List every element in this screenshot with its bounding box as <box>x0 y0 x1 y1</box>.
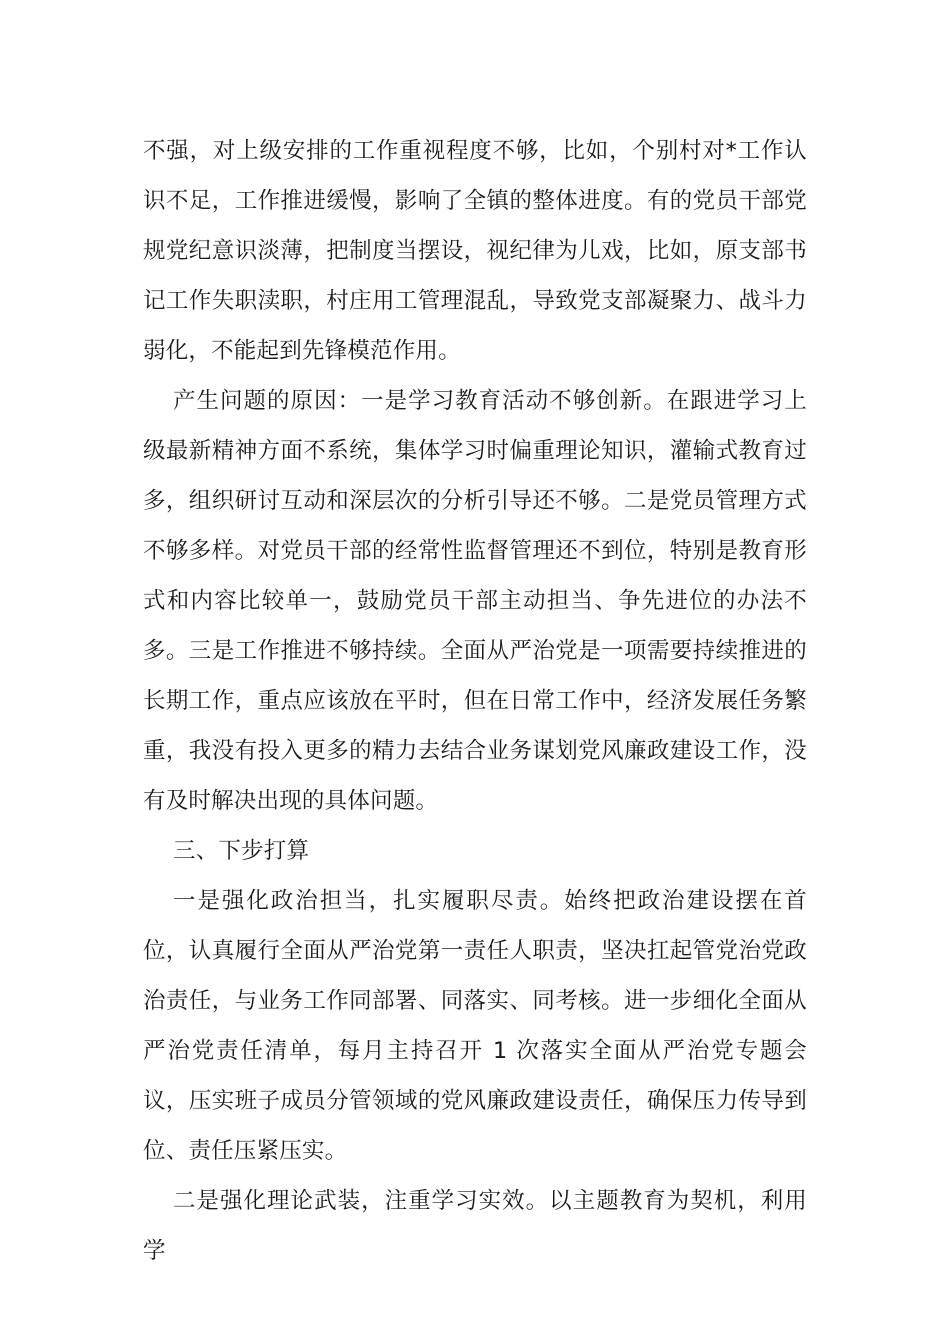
paragraph-continued: 不强，对上级安排的工作重视程度不够，比如，个别村对*工作认识不足，工作推进缓慢，影响了全镇的整体进度。有的党员干部党规党纪意识淡薄，把制度当摆设，视纪律为儿戏，比如，原支部书记工作失职渎职，村庄用工管理混乱，导致党支部凝聚力、战斗力弱化，不能起到先锋模范作用。 <box>143 138 807 364</box>
document-body <box>143 126 807 1276</box>
section-heading: 三、下步打算 <box>173 838 310 864</box>
paragraph-plan-one: 一是强化政治担当，扎实履职尽责。始终把政治建设摆在首位，认真履行全面从严治党第一责任人职责，坚决扛起管党治党政治责任，与业务工作同部署、同落实、同考核。进一步细化全面从严治党责任清单，每月主持召开 1 次落实全面从严治党专题会议，压实班子成员分管领域的党风廉政建设责任，确保压力传导到位、责任压紧压实。 <box>143 888 807 1164</box>
paragraph-causes: 产生问题的原因：一是学习教育活动不够创新。在跟进学习上级最新精神方面不系统，集体学习时偏重理论知识，灌输式教育过多，组织研讨互动和深层次的分析引导还不够。二是党员管理方式不够多样。对党员干部的经常性监督管理还不到位，特别是教育形式和内容比较单一，鼓励党员干部主动担当、争先进位的办法不多。三是工作推进不够持续。全面从严治党是一项需要持续推进的长期工作，重点应该放在平时，但在日常工作中，经济发展任务繁重，我没有投入更多的精力去结合业务谋划党风廉政建设工作，没有及时解决出现的具体问题。 <box>143 388 807 814</box>
paragraph-plan-two: 二是强化理论武装，注重学习实效。以主题教育为契机，利用学 <box>143 1188 807 1264</box>
